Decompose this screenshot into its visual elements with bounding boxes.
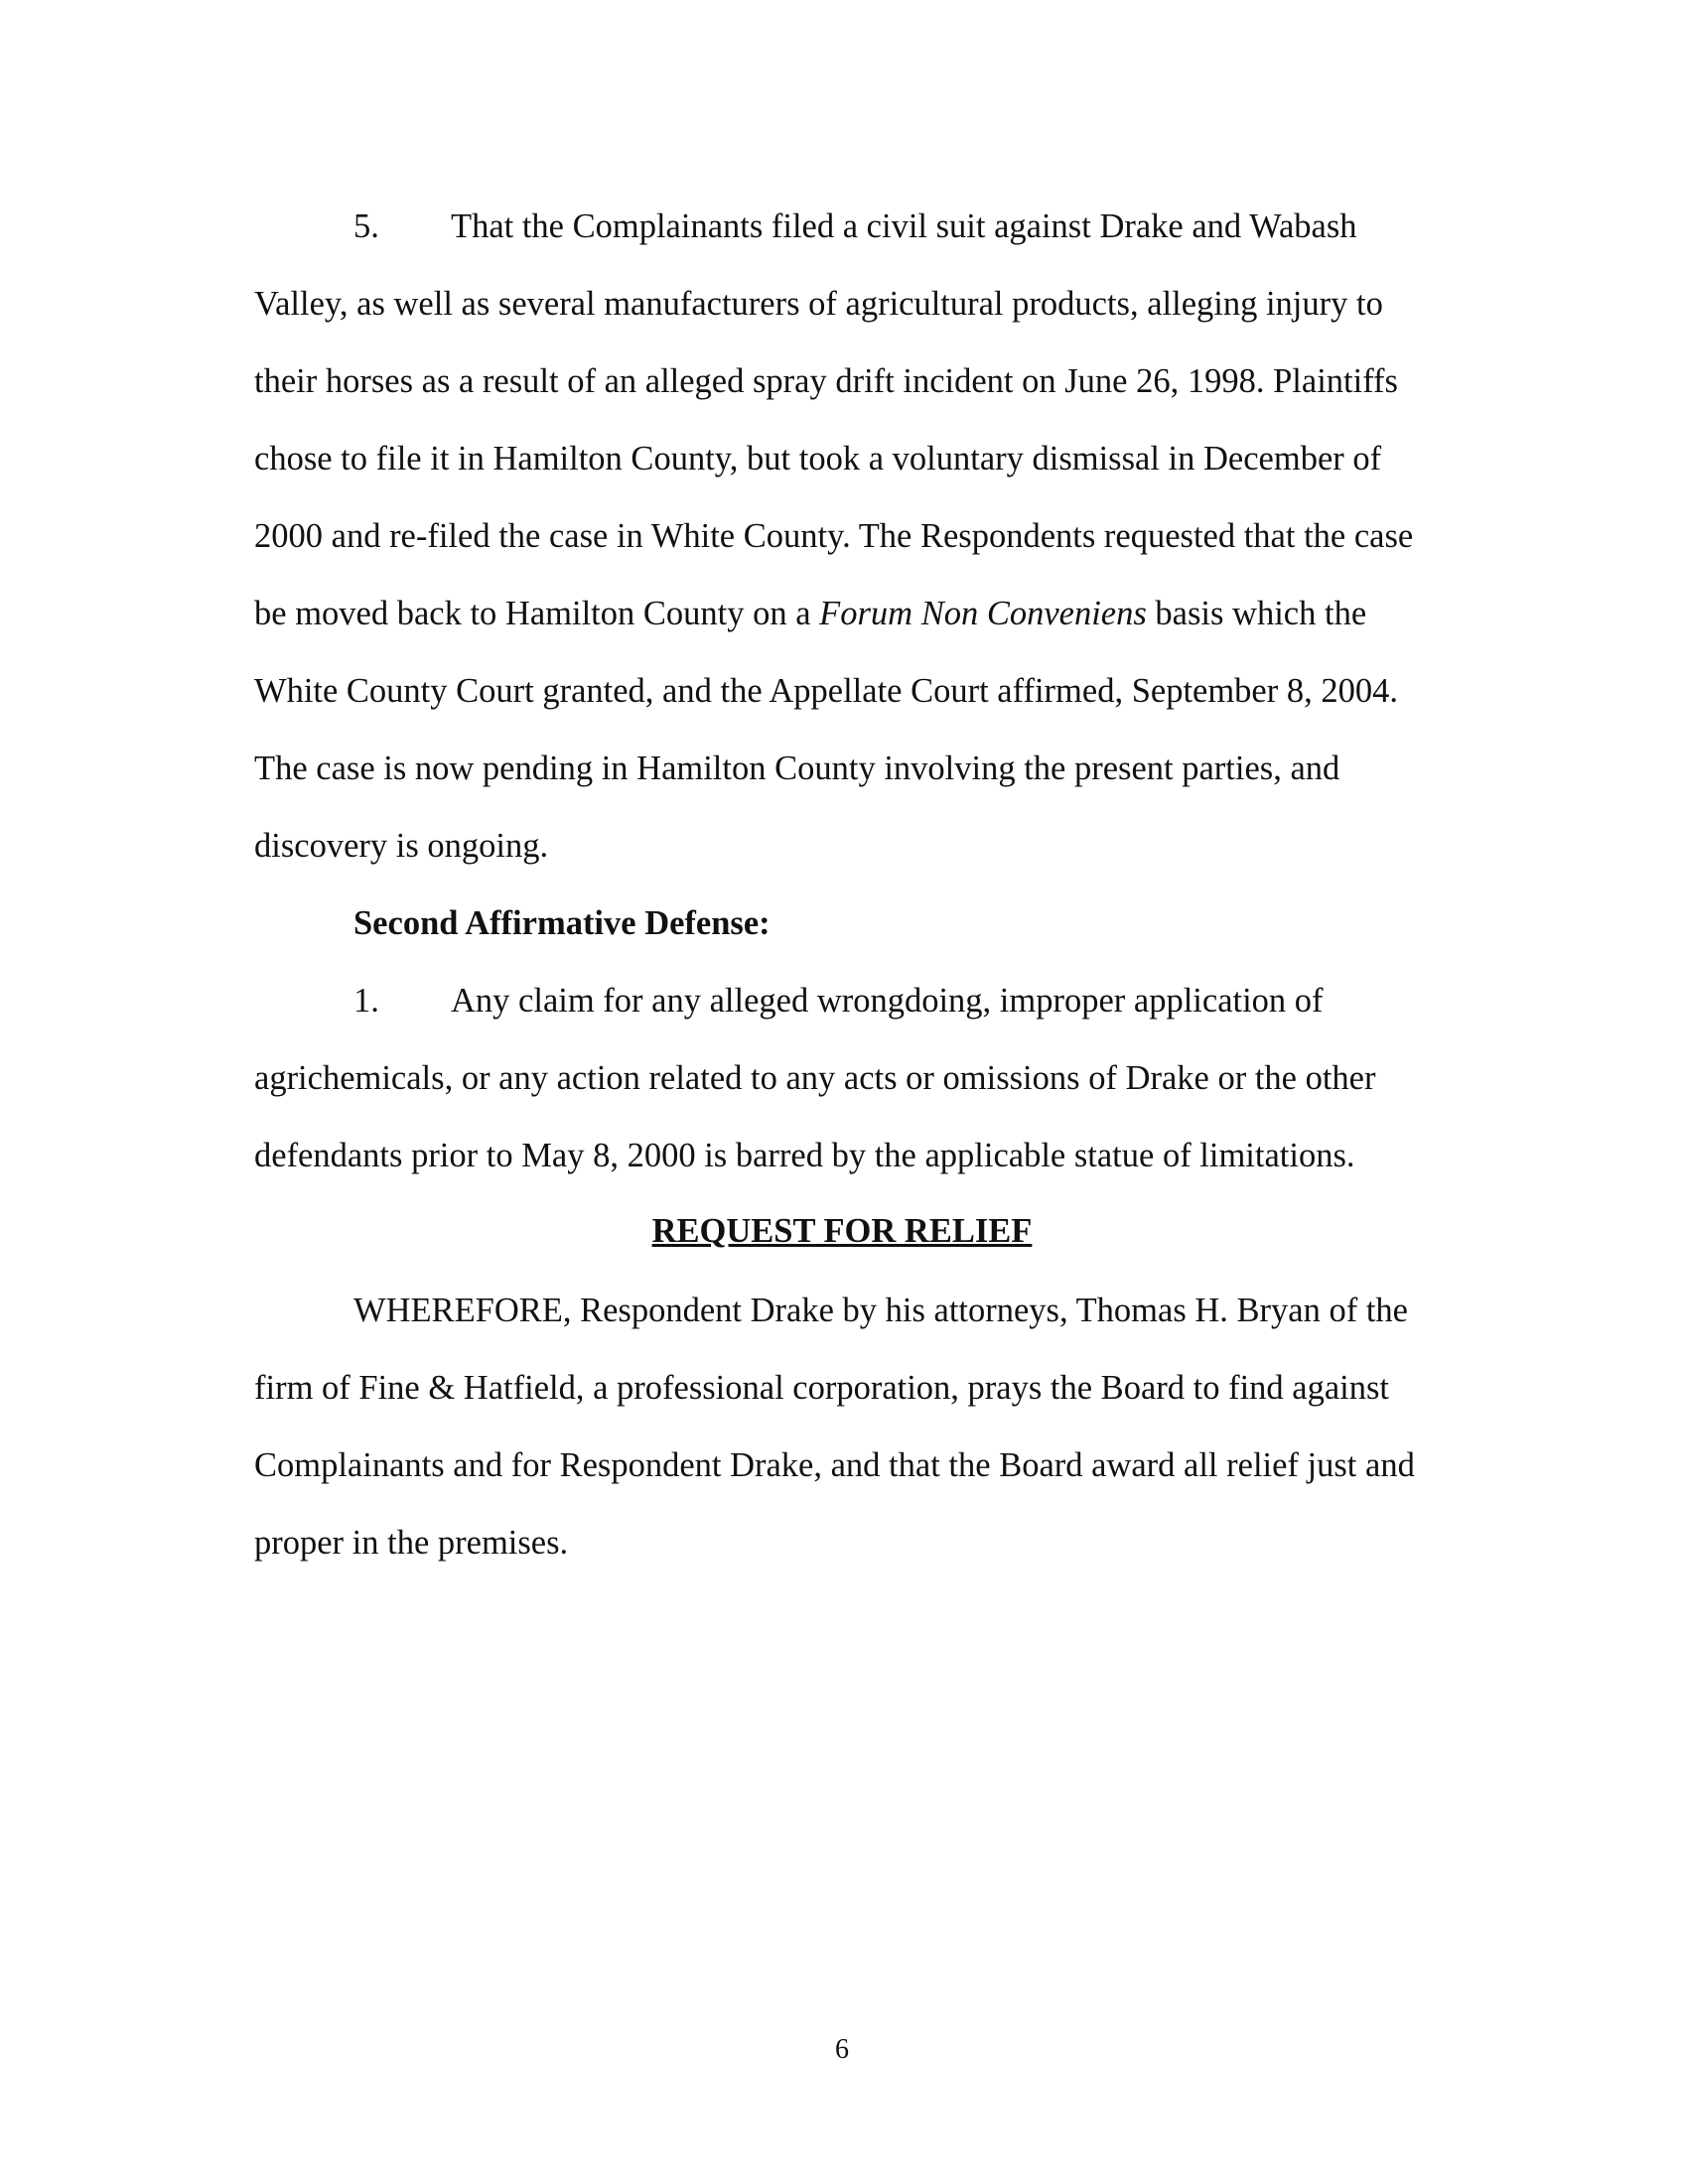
relief-line-3: Complainants and for Respondent Drake, and that the Board award all relief just and bbox=[254, 1446, 1415, 1484]
paragraph-5-line-6 bbox=[254, 594, 1366, 633]
relief-line-4: proper in the premises. bbox=[254, 1524, 569, 1562]
paragraph-5-line-1: That the Complainants filed a civil suit against Drake and Wabash bbox=[451, 207, 1357, 245]
paragraph-5-line-6-end: basis which the bbox=[1146, 595, 1367, 632]
defense-paragraph-1-line-1: Any claim for any alleged wrongdoing, improper application of bbox=[451, 982, 1324, 1020]
paragraph-5-line-6-start: be moved back to Hamilton County on a bbox=[254, 595, 820, 632]
paragraph-5-line-2: Valley, as well as several manufacturers of agricultural products, alleging injury to bbox=[254, 285, 1383, 323]
page-number: 6 bbox=[835, 2034, 849, 2065]
paragraph-5-line-8: The case is now pending in Hamilton County involving the present parties, and bbox=[254, 750, 1340, 787]
paragraph-5-line-3: their horses as a result of an alleged spray drift incident on June 26, 1998. Plaintiffs bbox=[254, 362, 1398, 400]
forum-non-conveniens-italic: Forum Non Conveniens bbox=[819, 595, 1147, 632]
paragraph-5-line-7: White County Court granted, and the Appellate Court affirmed, September 8, 2004. bbox=[254, 672, 1398, 710]
relief-line-1: WHEREFORE, Respondent Drake by his attorneys, Thomas H. Bryan of the bbox=[353, 1292, 1408, 1329]
second-affirmative-defense-heading: Second Affirmative Defense: bbox=[353, 904, 771, 942]
relief-line-2: firm of Fine & Hatfield, a professional corporation, prays the Board to find against bbox=[254, 1369, 1389, 1407]
paragraph-5-line-9: discovery is ongoing. bbox=[254, 827, 549, 865]
defense-paragraph-1-line-2: agrichemicals, or any action related to any acts or omissions of Drake or the other bbox=[254, 1059, 1376, 1097]
paragraph-5-line-5: 2000 and re-filed the case in White County. The Respondents requested that the case bbox=[254, 517, 1414, 555]
paragraph-5-number: 5. bbox=[353, 207, 379, 245]
defense-paragraph-1-number: 1. bbox=[353, 982, 379, 1020]
paragraph-5-line-4: chose to file it in Hamilton County, but took a voluntary dismissal in December of bbox=[254, 440, 1382, 478]
defense-paragraph-1-line-3: defendants prior to May 8, 2000 is barred by the applicable statue of limitations. bbox=[254, 1137, 1355, 1174]
request-for-relief-heading: REQUEST FOR RELIEF bbox=[651, 1212, 1033, 1250]
